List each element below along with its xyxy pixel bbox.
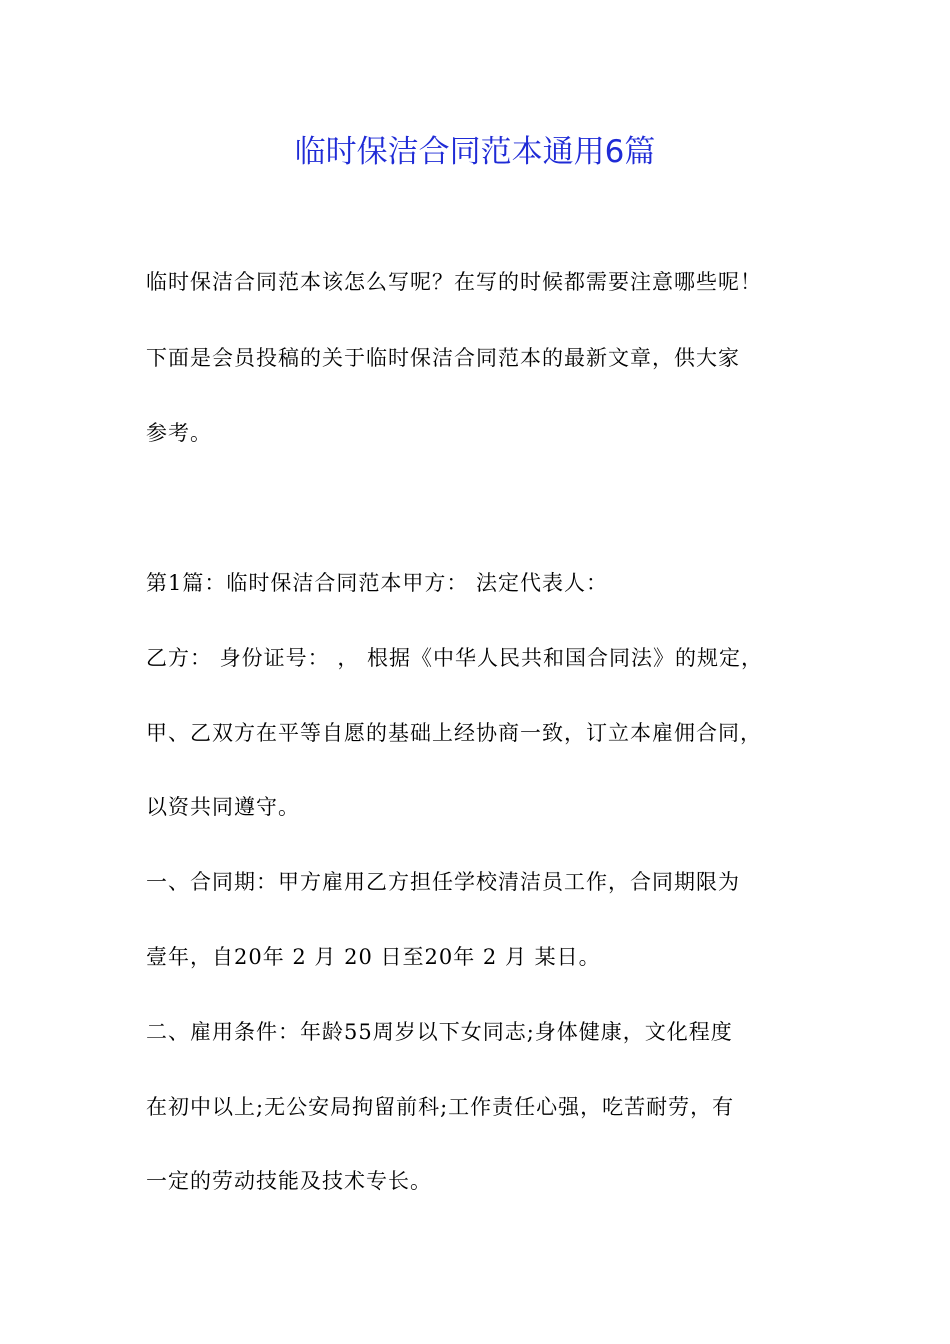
clause-1-line-2: 壹年，自20年 2 月 20 日至20年 2 月 某日。: [146, 945, 601, 969]
clause-2-line-3: 一定的劳动技能及技术专长。: [146, 1169, 432, 1193]
body-line-party-b: 乙方： 身份证号： ， 根据《中华人民共和国合同法》的规定，: [146, 646, 764, 670]
body-line-agreement: 甲、乙双方在平等自愿的基础上经协商一致，订立本雇佣合同，: [146, 721, 762, 745]
intro-line-2: 下面是会员投稿的关于临时保洁合同范本的最新文章，供大家: [146, 346, 740, 370]
document-title: 临时保洁合同范本通用6篇: [294, 134, 656, 170]
clause-2-line-1: 二、雇用条件：年龄55周岁以下女同志;身体健康，文化程度: [146, 1020, 733, 1044]
body-line-comply: 以资共同遵守。: [146, 795, 300, 819]
intro-line-1: 临时保洁合同范本该怎么写呢？在写的时候都需要注意哪些呢！: [146, 270, 762, 294]
clause-1-line-1: 一、合同期：甲方雇用乙方担任学校清洁员工作，合同期限为: [146, 870, 740, 894]
intro-line-3: 参考。: [146, 421, 212, 445]
clause-2-line-2: 在初中以上;无公安局拘留前科;工作责任心强，吃苦耐劳，有: [146, 1095, 735, 1119]
section-1-heading: 第1篇：临时保洁合同范本甲方： 法定代表人：: [146, 571, 609, 595]
